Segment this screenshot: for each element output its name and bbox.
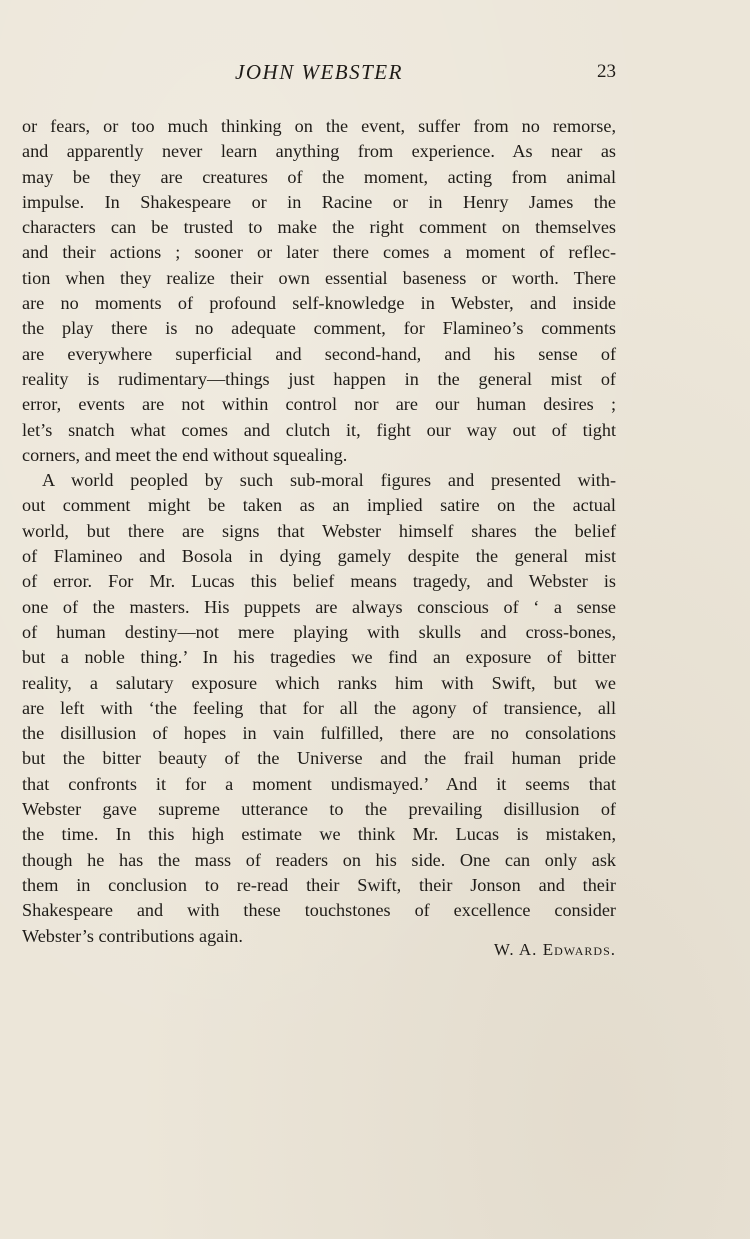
- text-line: reality, a salutary exposure which ranks him with Swift, but we: [22, 672, 616, 693]
- text-line: tion when they realize their own essential baseness or worth. There: [22, 267, 616, 288]
- text-line: them in conclusion to re-read their Swift, their Jonson and their: [22, 874, 616, 895]
- signature-surname: Edwards.: [542, 940, 616, 959]
- text-line: but a noble thing.’ In his tragedies we find an exposure of bitter: [22, 647, 616, 668]
- text-line: corners, and meet the end without squealing.: [22, 444, 348, 465]
- running-title: JOHN WEBSTER: [235, 60, 403, 84]
- text-line: let’s snatch what comes and clutch it, fight our way out of tight: [22, 419, 616, 440]
- text-line: the time. In this high estimate we think Mr. Lucas is mistaken,: [22, 824, 616, 845]
- text-line: and their actions ; sooner or later there comes a moment of reflec-: [22, 242, 616, 263]
- text-line: are no moments of profound self-knowledge in Webster, and inside: [22, 293, 616, 314]
- text-line: and apparently never learn anything from experience. As near as: [22, 141, 616, 162]
- text-line: are everywhere superficial and second-hand, and his sense of: [22, 343, 616, 364]
- text-line: the disillusion of hopes in vain fulfilled, there are no consolations: [22, 723, 616, 744]
- text-line: reality is rudimentary—things just happen in the general mist of: [22, 368, 616, 389]
- running-head: [22, 60, 616, 90]
- text-line: impulse. In Shakespeare or in Racine or in Henry James the: [22, 191, 616, 212]
- text-line: error, events are not within control nor are our human desires ;: [22, 394, 616, 415]
- text-line: Shakespeare and with these touchstones of excellence consider: [22, 900, 616, 921]
- text-line: are left with ‘the feeling that for all the agony of transience, all: [22, 697, 616, 718]
- text-line: Webster’s contributions again.: [22, 925, 243, 946]
- text-line: may be they are creatures of the moment, acting from animal: [22, 166, 616, 187]
- text-line: Webster gave supreme utterance to the prevailing disillusion of: [22, 799, 616, 820]
- text-line: world, but there are signs that Webster himself shares the belief: [22, 520, 616, 541]
- text-line: A world peopled by such sub-moral figures and presented with-: [42, 470, 616, 491]
- body-text: [22, 114, 616, 949]
- text-line: of error. For Mr. Lucas this belief means tragedy, and Webster is: [22, 571, 616, 592]
- page-number: 23: [597, 61, 616, 82]
- text-line: that confronts it for a moment undismayed.’ And it seems that: [22, 773, 616, 794]
- paragraph-2: [22, 468, 616, 949]
- text-line: though he has the mass of readers on his side. One can only ask: [22, 849, 616, 870]
- text-line: characters can be trusted to make the right comment on themselves: [22, 217, 616, 238]
- text-line: out comment might be taken as an implied satire on the actual: [22, 495, 616, 516]
- paragraph-1: [22, 114, 616, 468]
- text-line: the play there is no adequate comment, for Flamineo’s comments: [22, 318, 616, 339]
- text-line: of human destiny—not mere playing with skulls and cross-bones,: [22, 621, 616, 642]
- text-line: one of the masters. His puppets are always conscious of ‘ a sense: [22, 596, 616, 617]
- text-line: but the bitter beauty of the Universe and the frail human pride: [22, 748, 616, 769]
- text-line: of Flamineo and Bosola in dying gamely despite the general mist: [22, 546, 616, 567]
- text-line: or fears, or too much thinking on the event, suffer from no remorse,: [22, 116, 616, 136]
- signature-initials: W. A.: [493, 940, 538, 959]
- author-signature: [494, 940, 616, 960]
